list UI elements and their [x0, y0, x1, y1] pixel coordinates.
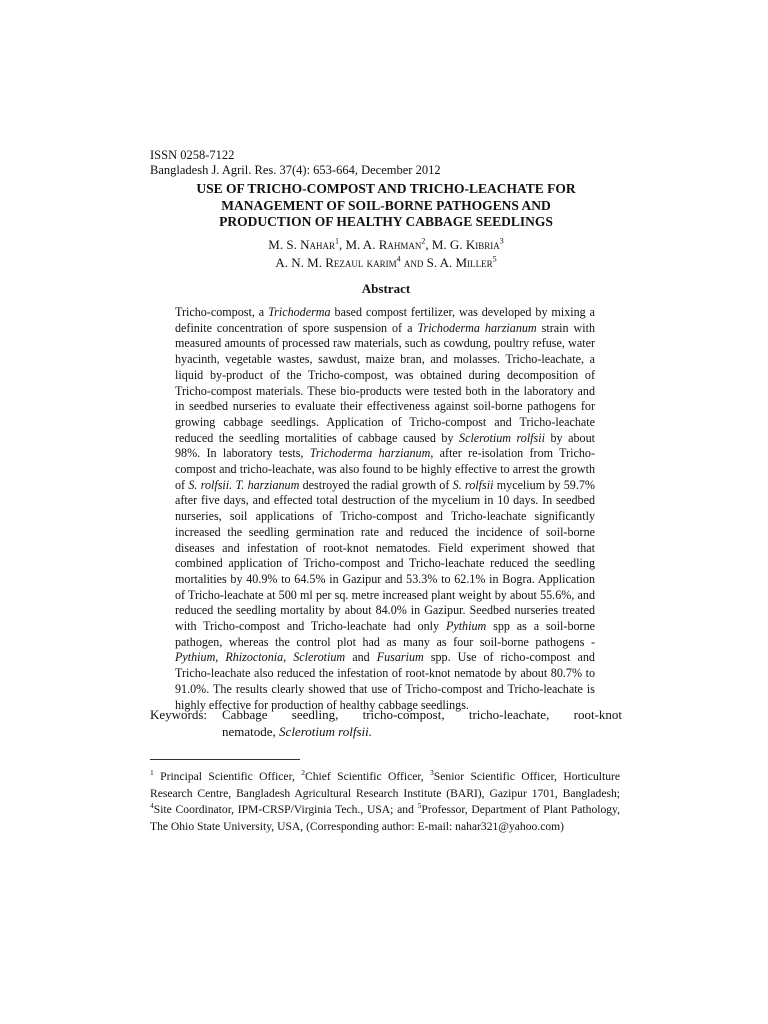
- title-line: PRODUCTION OF HEALTHY CABBAGE SEEDLINGS: [219, 214, 553, 229]
- abstract-text: , after re-isolation from Tricho-compost and tricho-leachate, was also found to be highly effective to arrest the growth of: [175, 446, 595, 492]
- footnote-text: Senior Scientific Officer, Horticulture Research Centre, Bangladesh Agricultural Research Institute (BARI), Gazipur 1701, Bangladesh;: [150, 770, 620, 800]
- author-surname: Rahman: [378, 237, 422, 252]
- abstract-text: by about 98%. In laboratory tests,: [175, 430, 595, 461]
- footnote-marker: 5: [417, 801, 422, 811]
- abstract-text: destroyed the radial growth of: [299, 477, 453, 492]
- journal-citation: Bangladesh J. Agril. Res. 37(4): 653-664, December 2012: [150, 163, 441, 177]
- author-separator: and: [400, 255, 427, 270]
- author-separator: ,: [338, 237, 346, 252]
- abstract-text: spp. Use of richo-compost and Tricho-leachate also reduced the infestation of root-knot nematode by about 80.7% to 91.0%. The results clearly showed that use of Tricho-compost and Tricho-leachate is highly effective for production of healthy cabbage seedlings.: [175, 650, 595, 712]
- abstract-italic: Trichoderma harzianum: [417, 320, 537, 335]
- footnote-marker: 4: [150, 801, 154, 811]
- keywords-continuation: [150, 723, 622, 740]
- author-surname: Miller: [455, 255, 493, 270]
- author-line: [150, 254, 622, 272]
- abstract-text: strain with measured amounts of processed raw materials, such as cowdung, poultry refuse, water hyacinth, vegetable wastes, sawdust, maize bran, and molasses. Tricho-leachate, a liquid by-product of the Tricho-compost, was obtained during decomposition of Tricho-compost materials. These bio-products were tested both in the laboratory and in seedbed nurseries to evaluate their effectiveness against soil-borne pathogens for growing cabbage seedlings. Application of Tricho-compost and Tricho-leachate reduced the seedling mortalities of cabbage caused by: [175, 320, 595, 445]
- abstract-text: spp as a soil-borne pathogen, whereas the control plot had as many as four soil-borne pathogens -: [175, 619, 595, 649]
- abstract-italic: Pythium, Rhizoctonia, Sclerotium: [175, 650, 346, 665]
- footnote-marker: 2: [301, 768, 306, 778]
- abstract-text: and: [345, 650, 377, 665]
- author-initials: M. S.: [268, 237, 301, 252]
- footnote-rule: [150, 759, 300, 760]
- author-initials: M. A.: [345, 237, 379, 252]
- author-surname: Rezaul karim: [325, 255, 397, 270]
- keywords-label: Keywords:: [150, 707, 208, 722]
- footnote-marker: 3: [430, 768, 434, 778]
- paper-title: [150, 181, 622, 231]
- footnote-text: Professor, Department of Plant Pathology, The Ohio State University, USA, (Corresponding author: E-mail: nahar321@yahoo.com): [150, 803, 620, 833]
- author-surname: Kibria: [465, 237, 500, 252]
- keywords-list: Cabbage seedling, tricho-compost, tricho-leachate, root-knot: [222, 707, 622, 722]
- abstract-text: mycelium by 59.7% after five days, and effected total destruction of the mycelium in 10 days. In seedbed nurseries, soil applications of Tricho-compost and Tricho-leachate significantly increased the seedling germination rate and reduced the incidence of soil-borne diseases and infestation of root-knot nematodes. Field experiment showed that combined application of Tricho-compost and Tricho-leachate reduced the seedling mortalities by 40.9% to 64.5% in Gazipur and 53.3% to 62.1% in Bogra. Application of Tricho-leachate at 500 ml per sq. metre increased plant weight by about 55.6%, and reduced the seedling mortality by about 84.0% in Gazipur. Seedbed nurseries treated with Tricho-compost and Tricho-leachate had only: [175, 477, 595, 634]
- abstract-italic: Trichoderma: [268, 305, 331, 319]
- abstract-heading: Abstract: [361, 281, 411, 296]
- abstract-italic: S. rolfsii. T. harzianum: [188, 477, 300, 492]
- footnote-marker: 1: [150, 768, 154, 778]
- keyword-text: nematode,: [222, 724, 280, 739]
- author-initials: S. A.: [426, 255, 456, 270]
- keywords-block: [150, 706, 622, 740]
- affiliation-marker: 3: [499, 236, 504, 246]
- abstract-italic: Trichoderma harzianum: [309, 446, 431, 461]
- affiliation-marker: 1: [334, 236, 339, 246]
- author-surname: Nahar: [300, 237, 335, 252]
- footnote-text: Principal Scientific Officer,: [153, 770, 302, 783]
- title-line: MANAGEMENT OF SOIL-BORNE PATHOGENS AND: [221, 197, 551, 213]
- author-line: [150, 236, 622, 254]
- abstract-text: Tricho-compost, a: [175, 305, 269, 319]
- abstract-text: based compost fertilizer, was developed by mixing a definite concentration of spore suspension of a: [175, 305, 595, 335]
- author-initials: A. N. M.: [275, 255, 326, 270]
- affiliation-marker: 2: [421, 236, 426, 246]
- footnote-text: Chief Scientific Officer,: [305, 770, 431, 783]
- title-line: USE OF TRICHO-COMPOST AND TRICHO-LEACHATE FOR: [196, 181, 576, 196]
- affiliations-footnote: [150, 769, 620, 835]
- author-initials: M. G.: [431, 237, 466, 252]
- footnote-text: Site Coordinator, IPM-CRSP/Virginia Tech., USA; and: [153, 803, 418, 816]
- abstract-italic: Pythium: [445, 619, 487, 634]
- keyword-italic: Sclerotium rolfsii.: [279, 724, 372, 739]
- abstract-italic: Sclerotium rolfsii: [459, 430, 545, 445]
- abstract-italic: S. rolfsii: [452, 477, 494, 492]
- abstract-italic: Fusarium: [376, 650, 424, 665]
- author-separator: ,: [425, 237, 432, 252]
- author-list: [150, 236, 622, 272]
- issn-line: ISSN 0258-7122: [150, 148, 235, 162]
- affiliation-marker: 5: [492, 254, 497, 264]
- affiliation-marker: 4: [396, 254, 401, 264]
- abstract-body: [175, 305, 595, 713]
- keywords-row: [150, 706, 622, 723]
